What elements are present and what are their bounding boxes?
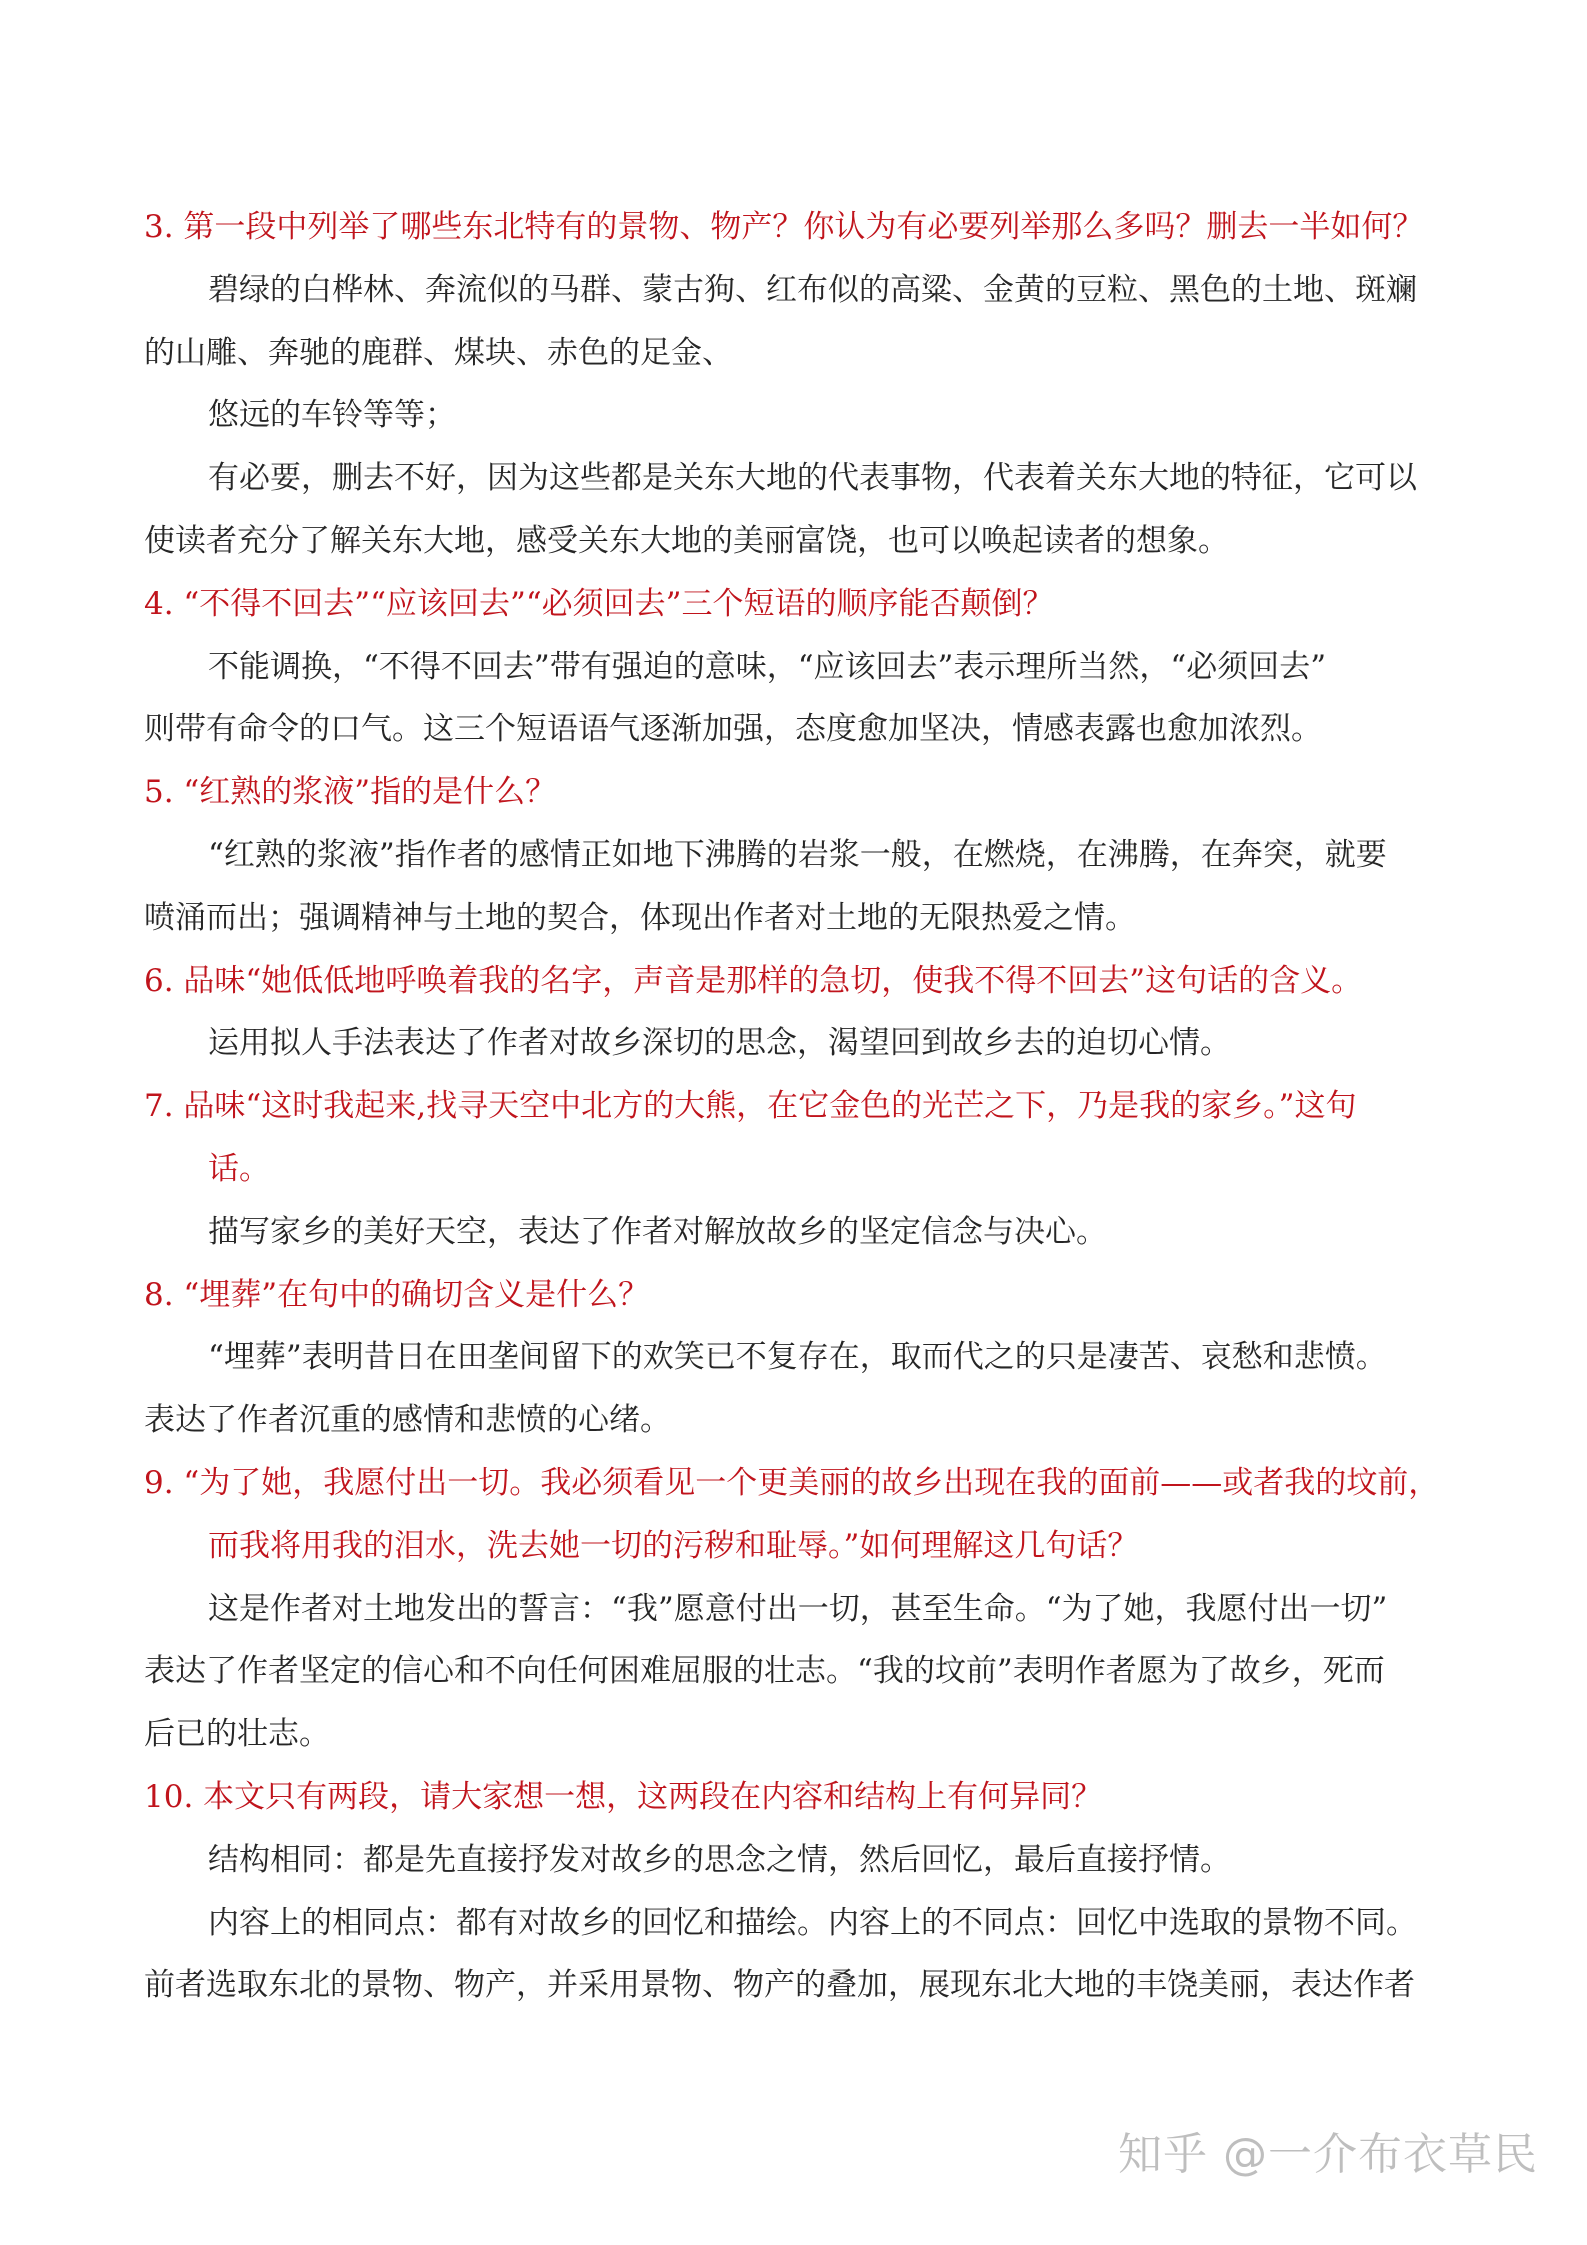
answer-line: 使读者充分了解关东大地，感受关东大地的美丽富饶，也可以唤起读者的想象。 bbox=[144, 522, 1229, 559]
question-line: 10. 本文只有两段，请大家想一想，这两段在内容和结构上有何异同？ bbox=[144, 1778, 1103, 1815]
question-line: 4. “不得不回去”“应该回去”“必须回去”三个短语的顺序能否颠倒？ bbox=[144, 585, 1054, 622]
answer-line: 描写家乡的美好天空，表达了作者对解放故乡的坚定信念与决心。 bbox=[208, 1213, 1107, 1250]
document-body bbox=[144, 196, 1448, 2017]
question-line: 3. 第一段中列举了哪些东北特有的景物、物产？你认为有必要列举那么多吗？删去一半如何？ bbox=[144, 209, 1424, 245]
question-line: 5. “红熟的浆液”指的是什么？ bbox=[144, 774, 557, 811]
answer-line: “红熟的浆液”指作者的感情正如地下沸腾的岩浆一般，在燃烧，在沸腾，在奔突，就要 bbox=[208, 836, 1387, 873]
question-line: 9. “为了她，我愿付出一切。我必须看见一个更美丽的故乡出现在我的面前——或者我的坟前， bbox=[144, 1464, 1440, 1501]
answer-line: 运用拟人手法表达了作者对故乡深切的思念，渴望回到故乡去的迫切心情。 bbox=[208, 1025, 1231, 1062]
answer-line: 前者选取东北的景物、物产，并采用景物、物产的叠加，展现东北大地的丰饶美丽，表达作者 bbox=[144, 1967, 1415, 2004]
question-line: 7. 品味“这时我起来,找寻天空中北方的大熊，在它金色的光芒之下，乃是我的家乡。”这句 bbox=[144, 1088, 1357, 1125]
answer-line: 表达了作者坚定的信心和不向任何困难屈服的壮志。“我的坟前”表明作者愿为了故乡，死而 bbox=[144, 1653, 1385, 1690]
question-line: 话。 bbox=[208, 1150, 270, 1187]
question-line: 6. 品味“她低低地呼唤着我的名字，声音是那样的急切，使我不得不回去”这句话的含义。 bbox=[144, 962, 1363, 999]
answer-line: 的山雕、奔驰的鹿群、煤块、赤色的足金、 bbox=[144, 334, 733, 371]
question-line: 而我将用我的泪水，洗去她一切的污秽和耻辱。”如何理解这几句话？ bbox=[208, 1527, 1139, 1564]
answer-line: 内容上的相同点：都有对故乡的回忆和描绘。内容上的不同点：回忆中选取的景物不同。 bbox=[208, 1904, 1417, 1941]
answer-line: “埋葬”表明昔日在田垄间留下的欢笑已不复存在，取而代之的只是凄苦、哀愁和悲愤。 bbox=[208, 1339, 1387, 1376]
answer-line: 有必要，删去不好，因为这些都是关东大地的代表事物，代表着关东大地的特征，它可以 bbox=[208, 460, 1417, 497]
answer-line: 喷涌而出；强调精神与土地的契合，体现出作者对土地的无限热爱之情。 bbox=[144, 899, 1136, 936]
question-line: 8. “埋葬”在句中的确切含义是什么？ bbox=[144, 1276, 650, 1313]
answer-line: 则带有命令的口气。这三个短语语气逐渐加强，态度愈加坚决，情感表露也愈加浓烈。 bbox=[144, 711, 1322, 748]
answer-line: 表达了作者沉重的感情和悲愤的心绪。 bbox=[144, 1402, 671, 1439]
answer-line: 不能调换，“不得不回去”带有强迫的意味，“应该回去”表示理所当然，“必须回去” bbox=[208, 648, 1327, 685]
answer-line: 结构相同：都是先直接抒发对故乡的思念之情，然后回忆，最后直接抒情。 bbox=[208, 1841, 1231, 1878]
answer-line: 后已的壮志。 bbox=[144, 1716, 330, 1753]
zhihu-watermark: 知乎 @一介布衣草民 bbox=[1118, 2129, 1538, 2180]
answer-line: 碧绿的白桦林、奔流似的马群、蒙古狗、红布似的高粱、金黄的豆粒、黑色的土地、斑斓 bbox=[208, 271, 1417, 308]
answer-line: 这是作者对土地发出的誓言：“我”愿意付出一切，甚至生命。“为了她，我愿付出一切” bbox=[208, 1590, 1388, 1627]
answer-line: 悠远的车铃等等； bbox=[208, 397, 456, 434]
